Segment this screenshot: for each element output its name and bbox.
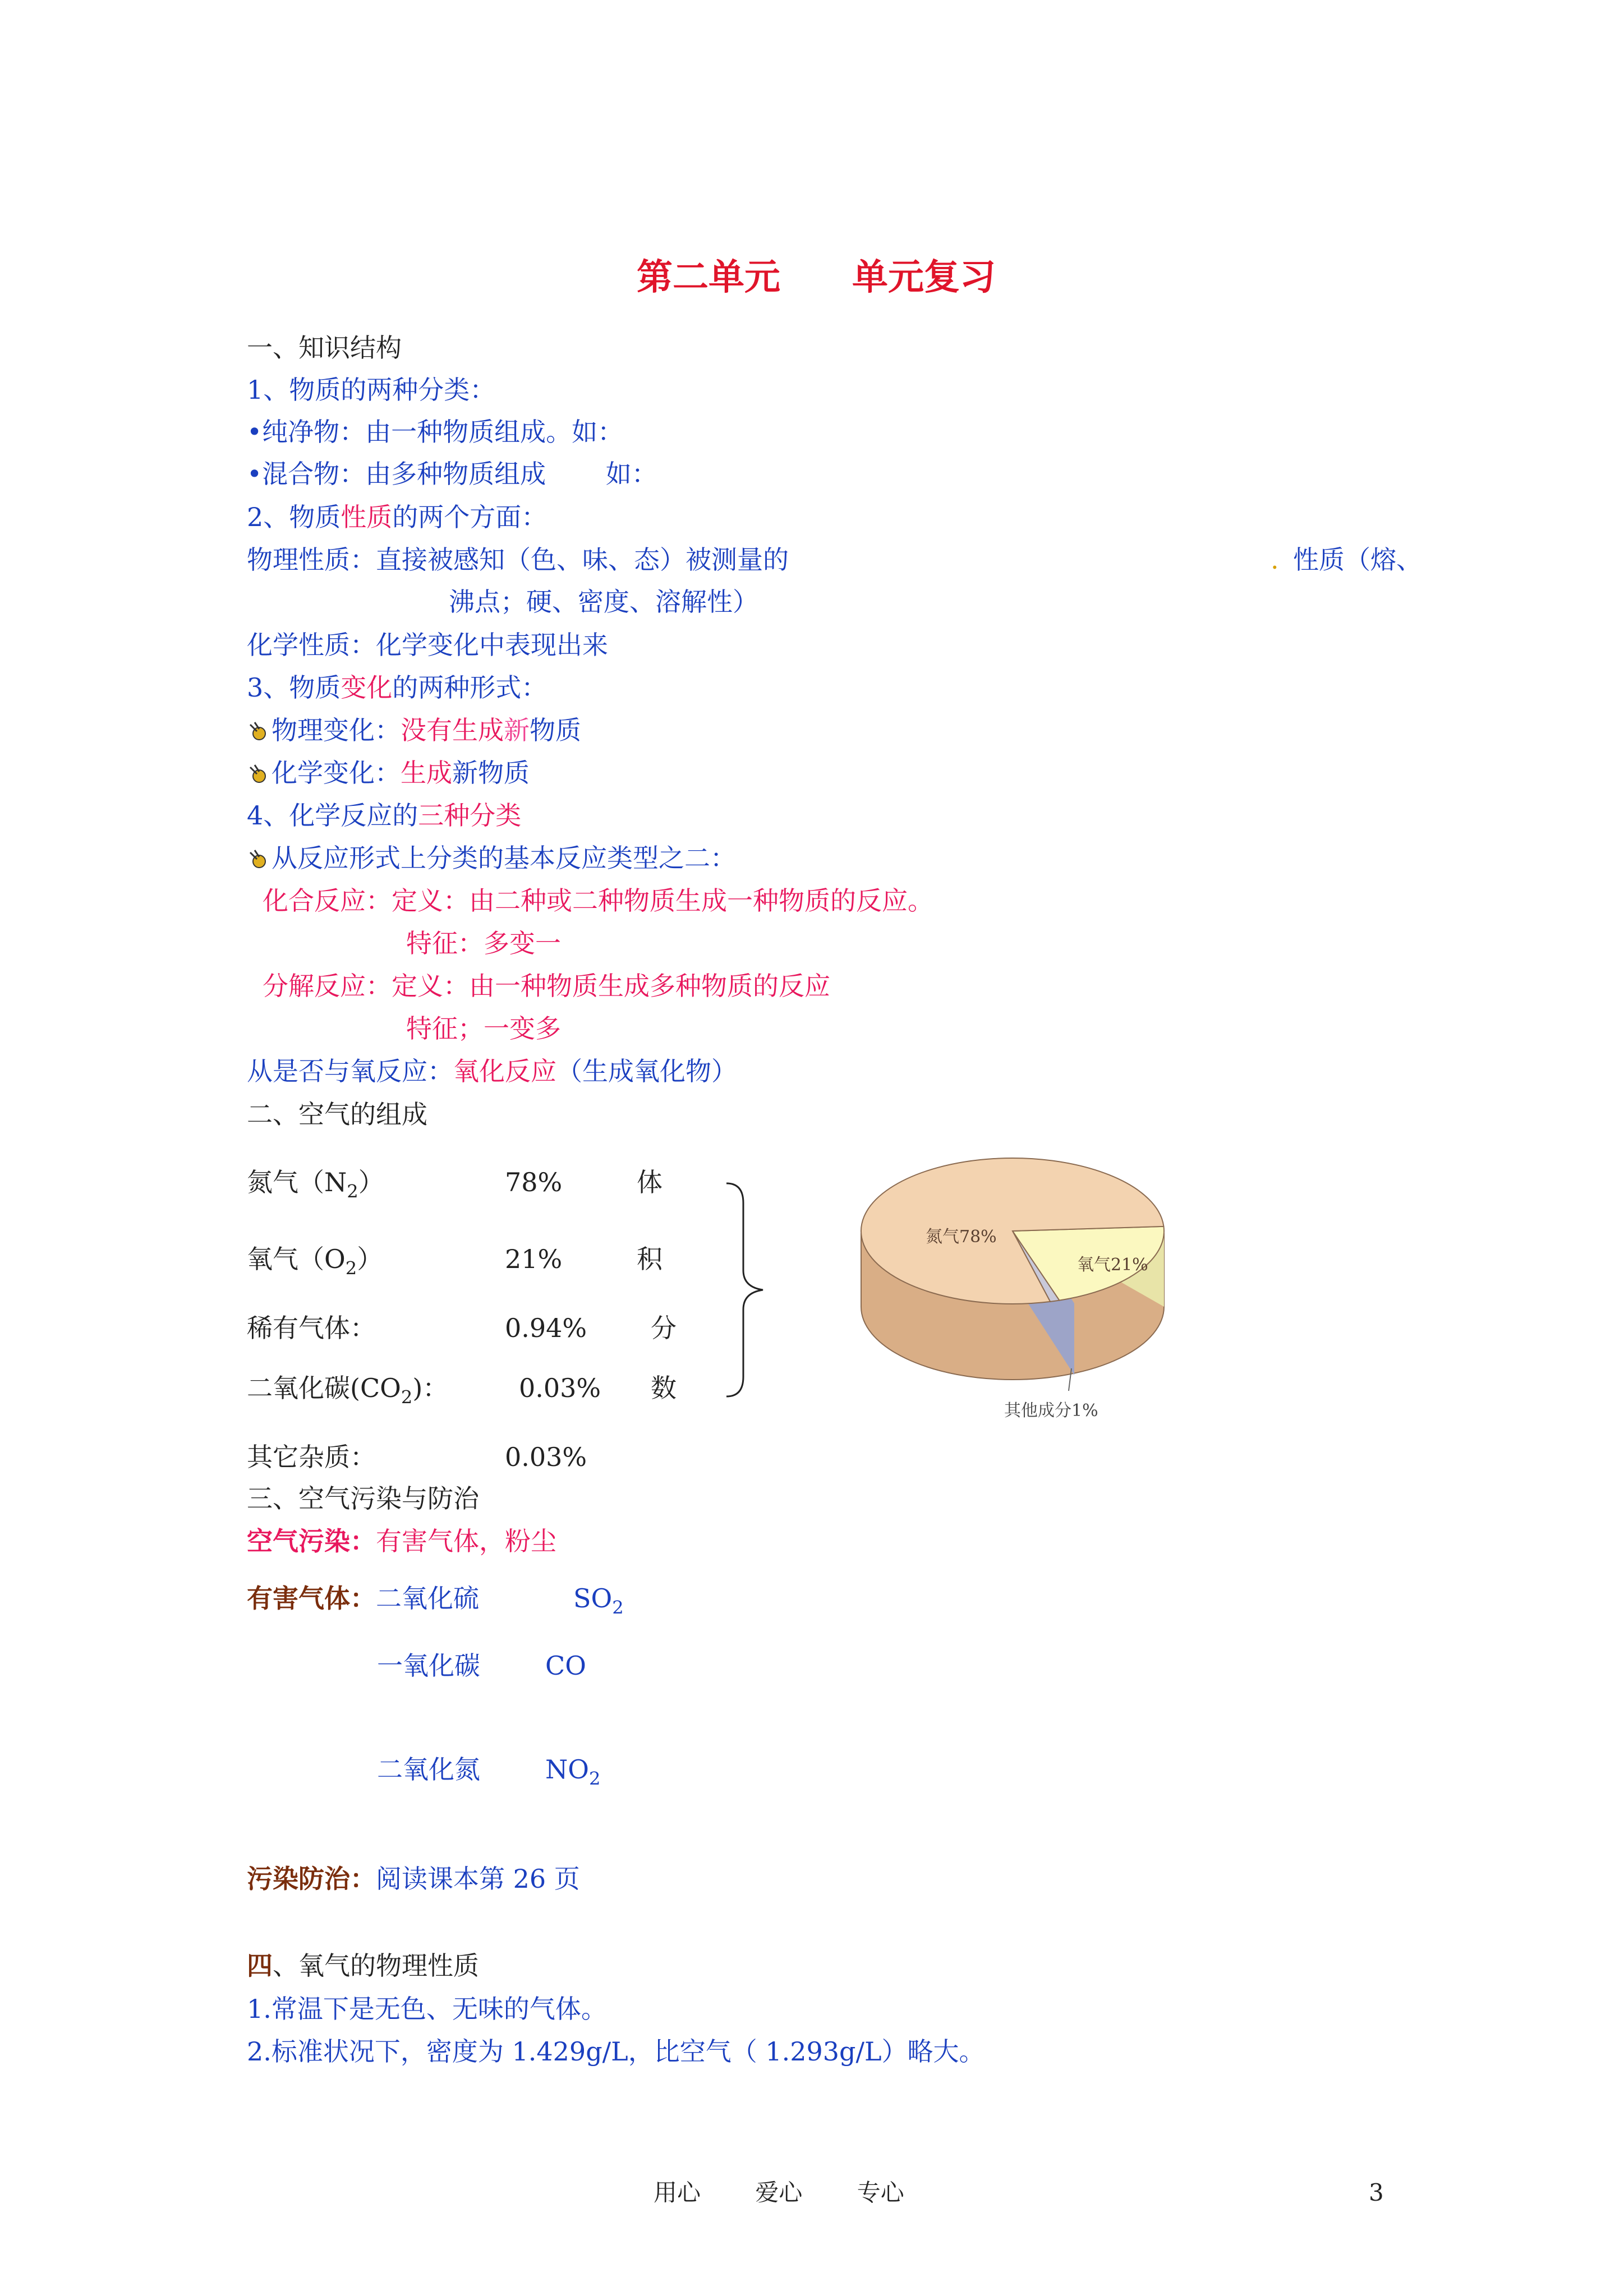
text-span: 四: [247, 1951, 273, 1981]
curly-brace: [718, 1181, 774, 1399]
text-span: （生成氧化物）: [556, 1056, 737, 1086]
text-span: 阅读课本第 26 页: [376, 1864, 580, 1894]
gas-name: [247, 1165, 384, 1208]
text-span: 有害气体，粉尘: [376, 1526, 556, 1556]
text-line: [247, 1524, 556, 1558]
gas-formula: [573, 1582, 624, 1624]
text-span: 、氧气的物理性质: [273, 1951, 479, 1981]
bee-bullet-icon: [247, 763, 269, 785]
label: 空气污染：: [247, 1526, 376, 1556]
section-heading-structure: 一、知识结构: [247, 333, 402, 363]
text-span: 的两个方面：: [392, 502, 548, 532]
text-line: 沸点；硬、密度、溶解性）: [449, 587, 758, 617]
volume-char: 数: [651, 1373, 677, 1403]
slice-label-other: 其他成分1%: [1004, 1401, 1098, 1421]
text-span: 从反应形式上分类的基本反应类型之二：: [272, 843, 736, 873]
air-composition-pie-chart: [858, 1144, 1172, 1424]
text-span: 氮气（N: [247, 1167, 347, 1197]
text-span: 4、化学反应的: [247, 800, 418, 831]
text-span: 二氧化碳(CO: [247, 1373, 401, 1403]
volume-char: 分: [651, 1313, 677, 1343]
gas-name: [247, 1371, 448, 1414]
page-title: 第二单元 单元复习: [637, 256, 996, 298]
text-span: 三种: [418, 800, 470, 831]
gas-formula: [545, 1753, 600, 1795]
text-line: 化合反应：定义：由二种或二种物质生成一种物质的反应。: [263, 886, 933, 916]
slice-label-n2: 氮气78%: [926, 1227, 997, 1247]
section-heading-oxygen: [247, 1949, 479, 1983]
text-line: [247, 1862, 580, 1896]
subscript: 2: [612, 1597, 624, 1619]
text-span: 的两种形式：: [392, 672, 548, 703]
text-line: [247, 756, 530, 790]
section-heading-air: 二、空气的组成: [247, 1099, 427, 1129]
text-line: 性质（熔、: [1293, 545, 1422, 575]
gas-percent: 0.03%: [505, 1442, 587, 1472]
text-line: [247, 671, 547, 704]
footer-motto: 用心 爱心 专心: [654, 2179, 904, 2206]
text-span: 新: [504, 715, 530, 745]
text-span: 化学变化：: [272, 758, 401, 788]
text-line: [247, 500, 547, 534]
subscript: 2: [347, 1181, 358, 1202]
text-line: [247, 841, 736, 875]
text-line: [247, 1054, 737, 1088]
text-line: 物理性质：直接被感知（色、味、态）被测量的: [247, 545, 789, 575]
gas-percent: 0.03%: [519, 1373, 601, 1403]
volume-char: 积: [637, 1244, 663, 1274]
slice-label-o2: 氧气21%: [1077, 1255, 1148, 1275]
text-span: ）: [357, 1244, 383, 1274]
bee-bullet-icon: [247, 720, 269, 743]
text-line: 1.常温下是无色、无味的气体。: [247, 1994, 607, 2024]
pie-slices: [861, 1158, 1164, 1304]
text-span: 没有生成: [401, 715, 504, 745]
text-line: 2.标准状况下，密度为 1.429g/L，比空气（ 1.293g/L）略大。: [247, 2036, 985, 2067]
label: 有害气体：: [247, 1583, 376, 1613]
text-line: •纯净物：由一种物质组成。如：: [247, 417, 624, 447]
gas-name: 一氧化碳: [377, 1650, 480, 1681]
text-span: SO: [573, 1583, 613, 1613]
text-span: 物理变化：: [272, 715, 401, 745]
gas-name: [247, 1242, 383, 1285]
section-heading-pollution: 三、空气污染与防治: [247, 1483, 479, 1514]
text-span: 性质: [341, 502, 393, 532]
gas-formula: CO: [545, 1650, 586, 1681]
gas-percent: 78%: [505, 1167, 563, 1197]
text-span: 新物质: [452, 758, 530, 788]
subscript: 2: [401, 1386, 413, 1408]
volume-char: 体: [637, 1167, 663, 1197]
text-span: 3、物质: [247, 672, 341, 703]
text-span: 从是否与氧反应：: [247, 1056, 453, 1086]
text-span: )：: [412, 1373, 449, 1403]
text-span: 生成: [401, 758, 452, 788]
text-line: [247, 799, 521, 832]
gas-name: 二氧化硫: [376, 1583, 479, 1613]
gas-name: 其它杂质：: [247, 1442, 376, 1472]
text-line: 特征；一变多: [406, 1013, 561, 1044]
page-number: 3: [1369, 2179, 1384, 2206]
subscript: 2: [588, 1768, 601, 1790]
text-line: 分解反应：定义：由一种物质生成多种物质的反应: [263, 971, 830, 1001]
dot-mark: .: [1271, 545, 1279, 575]
text-span: 物质: [530, 715, 581, 745]
bee-bullet-icon: [247, 848, 269, 870]
gas-percent: 0.94%: [505, 1313, 587, 1343]
gas-name: 二氧化氮: [377, 1754, 480, 1785]
text-span: NO: [545, 1754, 589, 1785]
text-span: ）: [358, 1167, 384, 1197]
text-span: 变化: [341, 672, 393, 703]
text-span: 氧化反应: [453, 1056, 556, 1086]
text-line: 特征：多变一: [406, 928, 561, 958]
subscript: 2: [345, 1257, 357, 1279]
text-line: 1、物质的两种分类：: [247, 375, 496, 405]
text-span: 2、物质: [247, 502, 341, 532]
text-line: [247, 713, 581, 747]
gas-percent: 21%: [505, 1244, 563, 1274]
text-line: •混合物：由多种物质组成 如：: [247, 459, 657, 489]
text-line: 化学性质：化学变化中表现出来: [247, 630, 608, 660]
text-line: [247, 1582, 479, 1615]
label: 污染防治：: [247, 1864, 376, 1894]
text-span: 氧气（O: [247, 1244, 346, 1274]
text-span: 分类: [470, 800, 522, 831]
gas-name: 稀有气体：: [247, 1313, 376, 1343]
